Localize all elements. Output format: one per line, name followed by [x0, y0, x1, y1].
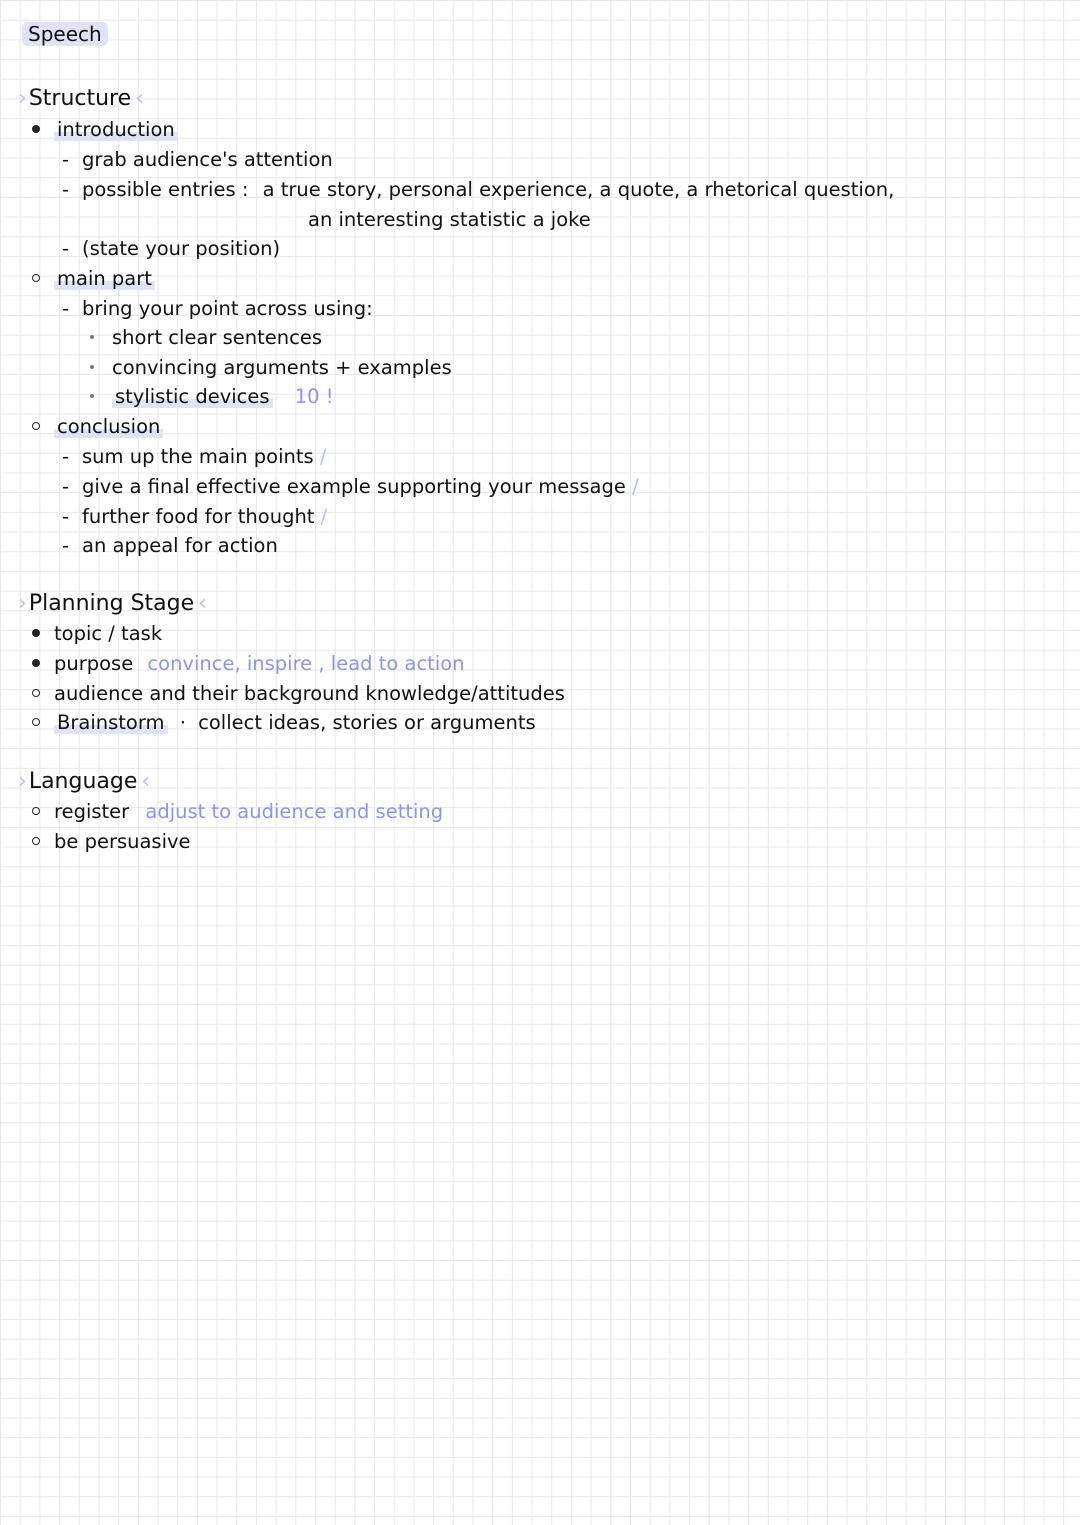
- chevron-left-icon: ‹: [198, 590, 207, 616]
- bullet-icon: [32, 659, 40, 667]
- heading-planning-stage: › Planning Stage ‹: [18, 590, 207, 616]
- conclusion-item-4: - an appeal for action: [62, 534, 278, 557]
- intro-item-1: - grab audience's attention: [62, 148, 333, 171]
- main-sub-3: stylistic devices 10 !: [90, 384, 334, 410]
- conclusion-item-1: - sum up the main points /: [62, 445, 327, 468]
- bullet-icon: [32, 125, 40, 133]
- planning-brainstorm: Brainstorm · collect ideas, stories or arguments: [32, 710, 536, 736]
- bullet-icon: [32, 689, 40, 697]
- chevron-left-icon: ‹: [135, 85, 144, 111]
- main-item-1: - bring your point across using:: [62, 297, 373, 320]
- chevron-left-icon: ‹: [141, 768, 151, 794]
- bullet-main-part: main part: [32, 266, 155, 292]
- bullet-conclusion: conclusion: [32, 414, 163, 440]
- heading-language: › Language ‹: [18, 768, 151, 794]
- bullet-icon: [32, 718, 40, 726]
- bullet-icon: [32, 274, 40, 282]
- conclusion-item-2: - give a final effective example supporting your message /: [62, 475, 639, 498]
- language-register: register adjust to audience and setting: [32, 799, 443, 825]
- planning-audience: audience and their background knowledge/attitudes: [32, 681, 565, 707]
- main-sub-1: short clear sentences: [90, 325, 322, 351]
- chevron-right-icon: ›: [18, 590, 27, 616]
- chevron-right-icon: ›: [18, 85, 27, 111]
- planning-purpose: purpose convince, inspire , lead to action: [32, 651, 465, 677]
- page-title: Speech: [22, 22, 108, 46]
- intro-item-3: - (state your position): [62, 237, 281, 260]
- conclusion-item-3: - further food for thought /: [62, 505, 328, 528]
- main-sub-2: convincing arguments + examples: [90, 355, 452, 381]
- chevron-right-icon: ›: [18, 768, 27, 794]
- planning-topic: topic / task: [32, 621, 162, 647]
- intro-item-2-cont: an interesting statistic a joke: [308, 208, 591, 231]
- bullet-icon: [32, 837, 40, 845]
- bullet-introduction: introduction: [32, 117, 178, 143]
- intro-item-2: - possible entries : a true story, personal experience, a quote, a rhetorical question,: [62, 178, 895, 201]
- bullet-icon: [32, 422, 40, 430]
- language-persuasive: be persuasive: [32, 829, 191, 855]
- bullet-icon: [32, 629, 40, 637]
- bullet-icon: [32, 807, 40, 815]
- heading-structure: › Structure ‹: [18, 85, 144, 111]
